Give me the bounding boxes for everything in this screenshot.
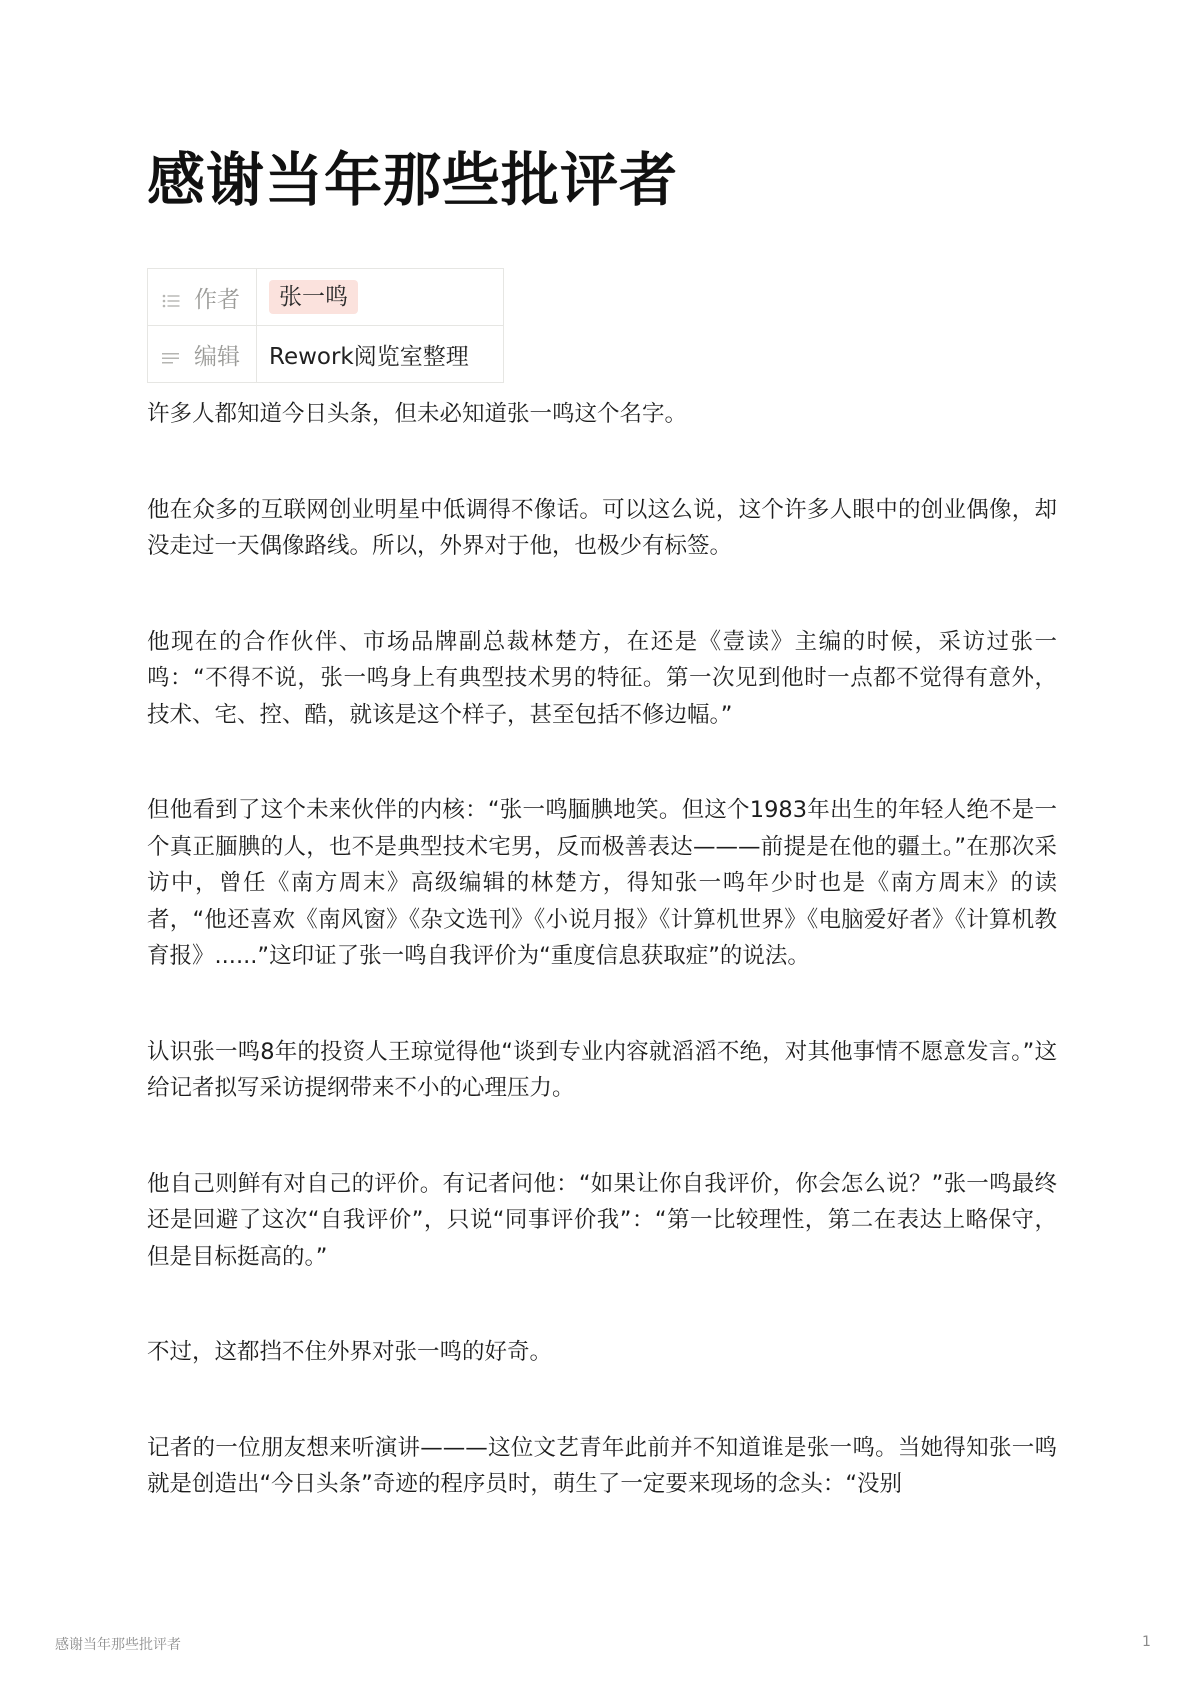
paragraph: 他在众多的互联网创业明星中低调得不像话。可以这么说，这个许多人眼中的创业偶像，却没走过一天偶像路线。所以，外界对于他，也极少有标签。 <box>147 496 1057 559</box>
author-tag[interactable]: 张一鸣 <box>269 280 358 314</box>
article-body <box>147 396 1057 1562</box>
properties-table <box>147 268 504 383</box>
paragraph: 许多人都知道今日头条，但未必知道张一鸣这个名字。 <box>147 401 688 427</box>
text-lines-icon <box>162 346 180 362</box>
property-row-author <box>148 269 504 326</box>
paragraph: 但他看到了这个未来伙伴的内核：“张一鸣腼腆地笑。但这个1983年出生的年轻人绝不是一个真正腼腆的人，也不是典型技术宅男，反而极善表达———前提是在他的疆土。”在那次采访中，曾任《南方周末》高级编辑的林楚方，得知张一鸣年少时也是《南方周末》的读者，“他还喜欢《南风窗》《杂文选刊》《小说月报》《计算机世界》《电脑爱好者》《计算机教育报》......”这印证了张一鸣自我评价为“重度信息获取症”的说法。 <box>147 797 1057 969</box>
property-key-label: 编辑 <box>194 343 240 370</box>
paragraph: 他现在的合作伙伴、市场品牌副总裁林楚方，在还是《壹读》主编的时候，采访过张一鸣：“不得不说，张一鸣身上有典型技术男的特征。第一次见到他时一点都不觉得有意外，技术、宅、控、酷，就该是这个样子，甚至包括不修边幅。” <box>147 628 1057 728</box>
paragraph: 记者的一位朋友想来听演讲———这位文艺青年此前并不知道谁是张一鸣。当她得知张一鸣就是创造出“今日头条”奇迹的程序员时，萌生了一定要来现场的念头：“没别 <box>147 1434 1057 1497</box>
footer-title: 感谢当年那些批评者 <box>55 1637 181 1653</box>
property-value-cell[interactable] <box>257 326 504 383</box>
paragraph: 他自己则鲜有对自己的评价。有记者问他：“如果让你自我评价，你会怎么说？”张一鸣最终还是回避了这次“自我评价”，只说“同事评价我”：“第一比较理性，第二在表达上略保守，但是目标挺高的。” <box>147 1170 1057 1270</box>
editor-value: Rework阅览室整理 <box>269 343 469 370</box>
property-value-cell[interactable] <box>257 269 504 326</box>
property-key-cell[interactable] <box>148 326 257 383</box>
property-key-label: 作者 <box>194 286 240 313</box>
property-row-editor <box>148 326 504 383</box>
page-title: 感谢当年那些批评者 <box>147 146 679 214</box>
list-icon <box>162 289 180 305</box>
property-key-cell[interactable] <box>148 269 257 326</box>
footer-page-number: 1 <box>1142 1634 1151 1650</box>
paragraph: 认识张一鸣8年的投资人王琼觉得他“谈到专业内容就滔滔不绝，对其他事情不愿意发言。”这给记者拟写采访提纲带来不小的心理压力。 <box>147 1038 1057 1101</box>
paragraph: 不过，这都挡不住外界对张一鸣的好奇。 <box>147 1339 553 1365</box>
